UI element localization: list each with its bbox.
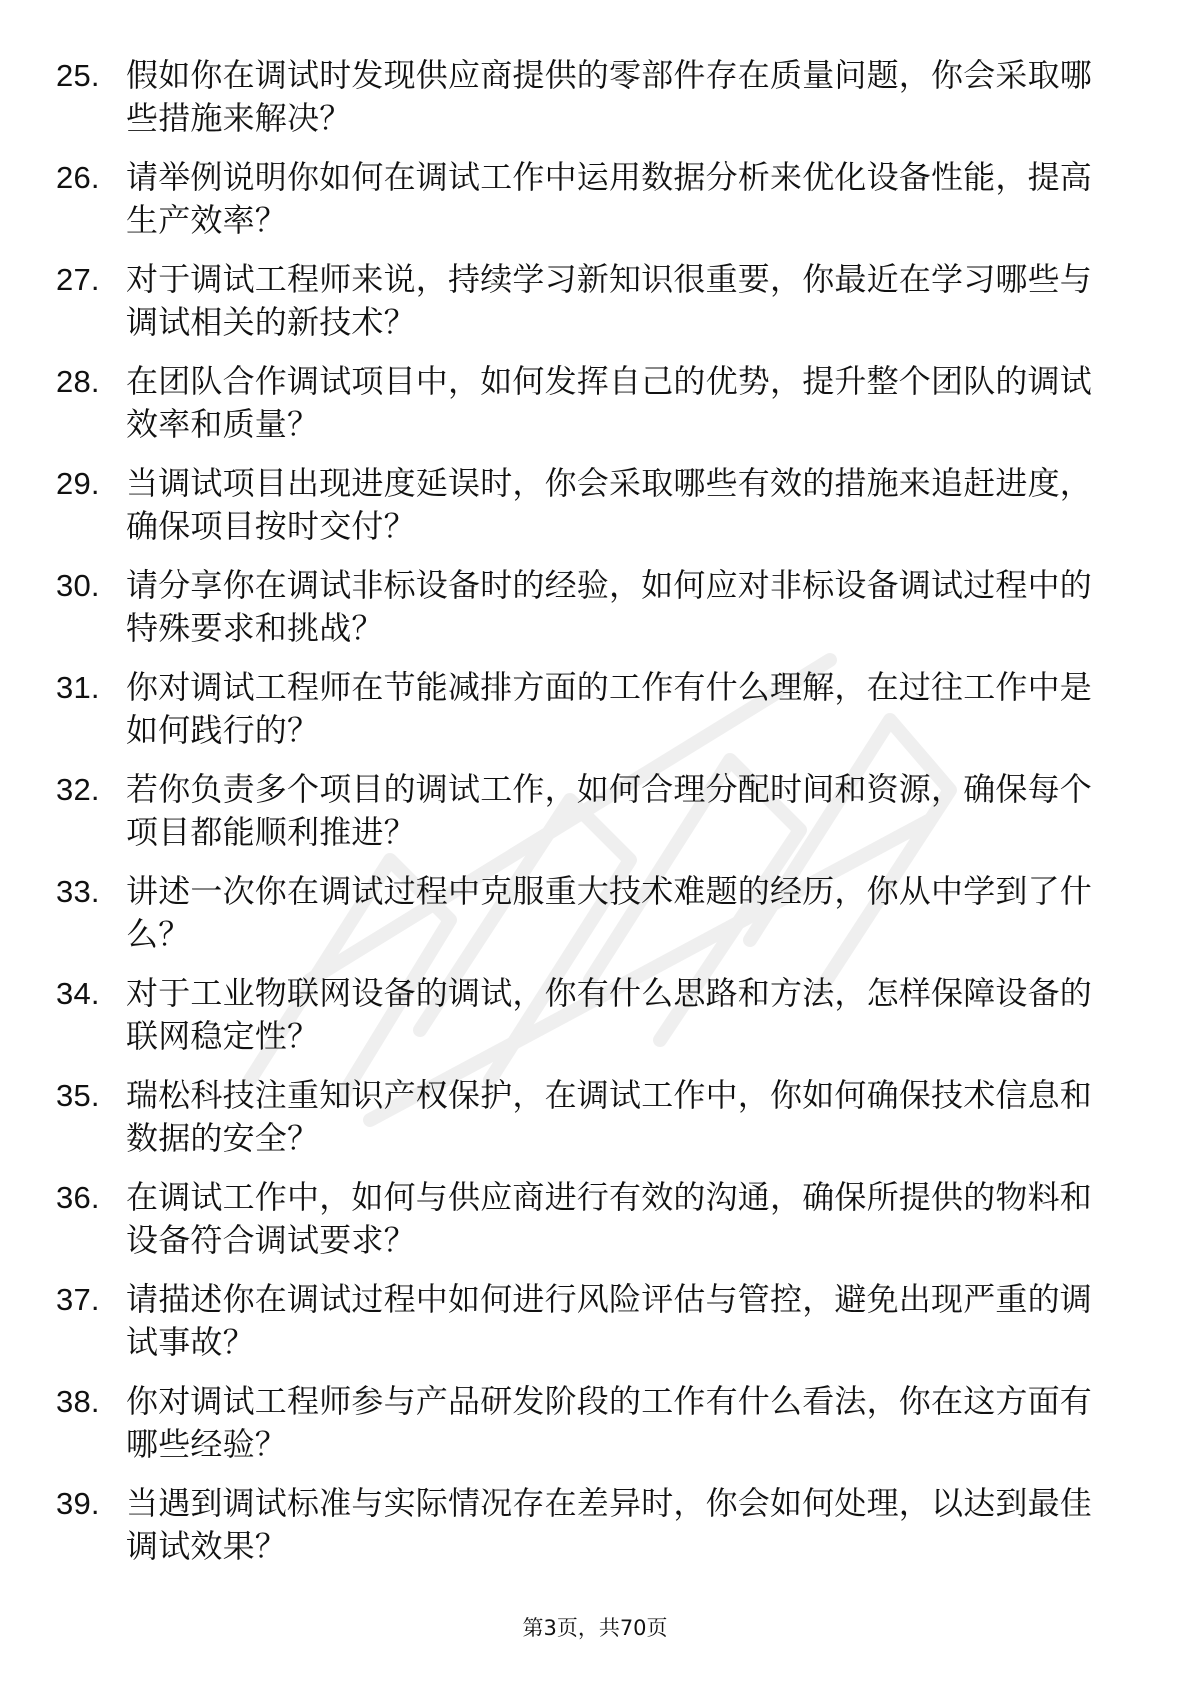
question-text: 请描述你在调试过程中如何进行风险评估与管控，避免出现严重的调试事故？ (126, 1280, 1093, 1361)
question-text: 当遇到调试标准与实际情况存在差异时，你会如何处理，以达到最佳调试效果？ (126, 1484, 1093, 1565)
question-item (56, 1482, 1116, 1568)
question-item (56, 768, 1116, 854)
question-number: 33. (56, 874, 100, 909)
question-item (56, 1074, 1116, 1160)
question-item (56, 258, 1116, 344)
page-number-footer: 第3页，共70页 (522, 1616, 668, 1640)
question-number: 38. (56, 1384, 100, 1419)
question-number: 34. (56, 976, 100, 1011)
question-number: 28. (56, 364, 100, 399)
question-item (56, 1278, 1116, 1364)
question-text: 请分享你在调试非标设备时的经验，如何应对非标设备调试过程中的特殊要求和挑战？ (126, 566, 1093, 647)
question-text: 假如你在调试时发现供应商提供的零部件存在质量问题，你会采取哪些措施来解决？ (126, 56, 1093, 137)
question-text: 对于工业物联网设备的调试，你有什么思路和方法，怎样保障设备的联网稳定性？ (126, 974, 1093, 1055)
question-number: 39. (56, 1486, 100, 1521)
question-item (56, 972, 1116, 1058)
question-text: 瑞松科技注重知识产权保护，在调试工作中，你如何确保技术信息和数据的安全？ (126, 1076, 1093, 1157)
question-item (56, 54, 1116, 140)
question-text: 你对调试工程师在节能减排方面的工作有什么理解，在过往工作中是如何践行的？ (126, 668, 1093, 749)
question-text: 若你负责多个项目的调试工作，如何合理分配时间和资源，确保每个项目都能顺利推进？ (126, 770, 1093, 851)
question-number: 30. (56, 568, 100, 603)
question-item (56, 1380, 1116, 1466)
question-text: 你对调试工程师参与产品研发阶段的工作有什么看法，你在这方面有哪些经验？ (126, 1382, 1093, 1463)
question-number: 29. (56, 466, 100, 501)
question-item (56, 870, 1116, 956)
question-item (56, 1176, 1116, 1262)
question-text: 请举例说明你如何在调试工作中运用数据分析来优化设备性能，提高生产效率？ (126, 158, 1093, 239)
question-item (56, 666, 1116, 752)
question-item (56, 360, 1116, 446)
question-number: 26. (56, 160, 100, 195)
question-list (56, 54, 1116, 1584)
question-number: 32. (56, 772, 100, 807)
question-number: 25. (56, 58, 100, 93)
question-item (56, 156, 1116, 242)
question-item (56, 462, 1116, 548)
question-text: 在调试工作中，如何与供应商进行有效的沟通，确保所提供的物料和设备符合调试要求？ (126, 1178, 1093, 1259)
question-number: 36. (56, 1180, 100, 1215)
question-text: 讲述一次你在调试过程中克服重大技术难题的经历，你从中学到了什么？ (126, 872, 1093, 953)
question-number: 37. (56, 1282, 100, 1317)
question-item (56, 564, 1116, 650)
question-number: 27. (56, 262, 100, 297)
question-text: 在团队合作调试项目中，如何发挥自己的优势，提升整个团队的调试效率和质量？ (126, 362, 1093, 443)
question-number: 35. (56, 1078, 100, 1113)
question-text: 对于调试工程师来说，持续学习新知识很重要，你最近在学习哪些与调试相关的新技术？ (126, 260, 1093, 341)
question-number: 31. (56, 670, 100, 705)
question-text: 当调试项目出现进度延误时，你会采取哪些有效的措施来追赶进度，确保项目按时交付？ (126, 464, 1093, 545)
